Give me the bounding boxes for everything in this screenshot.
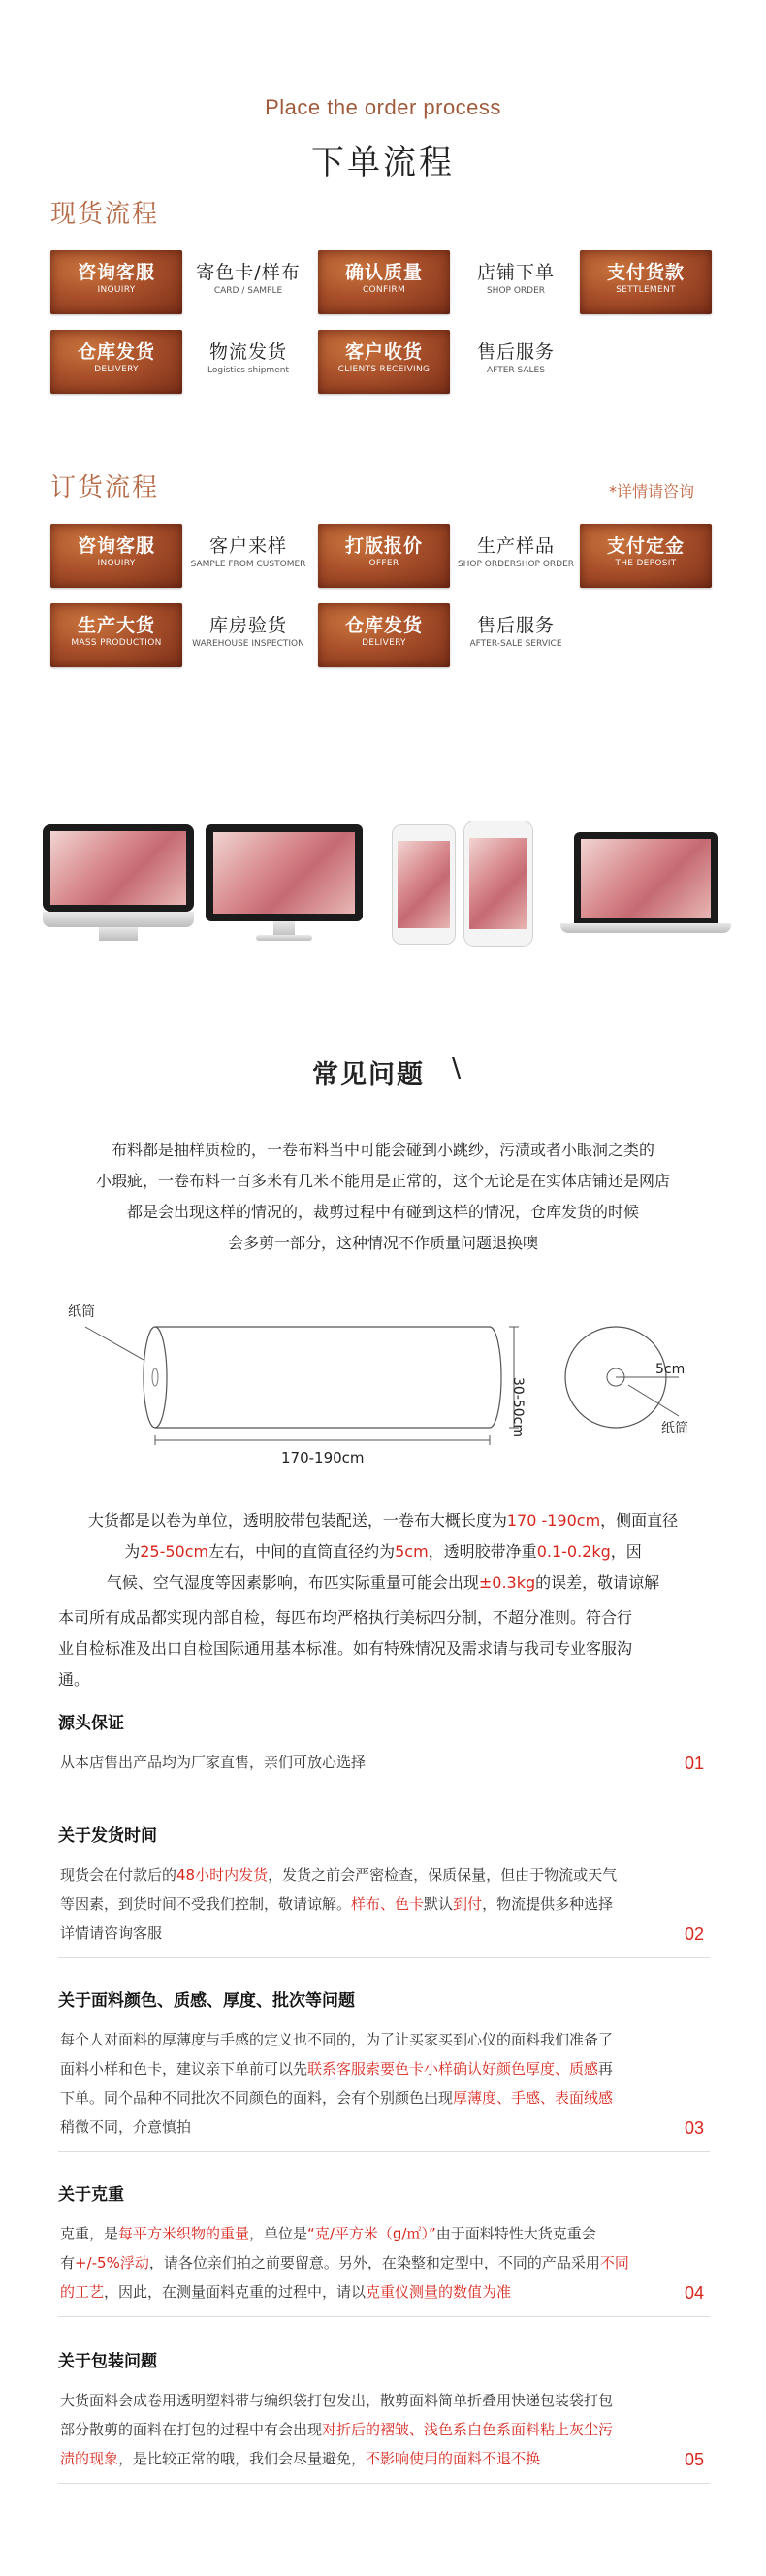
intro-line: 会多剪一部分，这种情况不作质量问题退换噢 bbox=[227, 1234, 538, 1252]
monitor-base bbox=[256, 935, 312, 941]
faq-item-line bbox=[60, 1748, 671, 1777]
intro-line: 都是会出现这样的情况的，裁剪过程中有碰到这样的情况，仓库发货的时候 bbox=[126, 1203, 639, 1221]
spot-r2-step-1-button bbox=[50, 330, 182, 394]
spot-r1-step-3-button bbox=[318, 250, 450, 314]
step-sublabel: Logistics shipment bbox=[207, 366, 289, 375]
intro-line: 布料都是抽样质检的，一卷布料当中可能会碰到小跳纱，污渍或者小眼洞之类的 bbox=[111, 1141, 654, 1159]
body-text: 每个人对面料的厚薄度与手感的定义也不同的，为了让买家买到心仪的面料我们准备了 bbox=[60, 2031, 614, 2048]
faq-item-line bbox=[60, 2083, 671, 2112]
faq-item-line bbox=[60, 2386, 671, 2415]
step-sublabel: OFFER bbox=[368, 559, 399, 568]
custom-r1-step-3-button bbox=[318, 524, 450, 588]
spec-text: ，侧面直径 bbox=[600, 1511, 679, 1530]
roll-diagram bbox=[58, 1300, 727, 1474]
custom-section-title: 订货流程 bbox=[50, 473, 160, 502]
body-text: 大货面料会成卷用透明塑料带与编织袋打包发出，散剪面料简单折叠用快递包装袋打包 bbox=[60, 2392, 614, 2409]
faq-item-title: 关于克重 bbox=[58, 2185, 124, 2205]
faq-item-title: 关于发货时间 bbox=[58, 1826, 157, 1846]
phone-2-screen bbox=[469, 838, 527, 929]
body-text: 默认 bbox=[424, 1895, 454, 1913]
spot-r1-step-2-text bbox=[185, 260, 311, 297]
title-en: Place the order process bbox=[265, 95, 501, 119]
laptop-lid bbox=[574, 832, 718, 923]
step-label: 生产样品 bbox=[476, 535, 555, 557]
custom-r1-step-5-button bbox=[580, 524, 712, 588]
spec-text: 的误差，敬请谅解 bbox=[535, 1573, 660, 1592]
faq-item-line bbox=[60, 2054, 671, 2083]
faq-item-number: 04 bbox=[685, 2283, 705, 2302]
spec-text: 左右，中间的直筒直径约为 bbox=[208, 1542, 396, 1561]
core-diameter-label: 5cm bbox=[655, 1362, 686, 1377]
faq-item-body bbox=[60, 1748, 671, 1777]
spec-value: 5cm bbox=[395, 1542, 429, 1561]
faq-item-line bbox=[60, 1889, 671, 1918]
device-imac bbox=[43, 824, 194, 941]
spot-r2-step-4-text bbox=[453, 339, 579, 376]
step-label: 仓库发货 bbox=[77, 341, 155, 363]
inspection-line: 本司所有成品都实现内部自检，每匹布均严格执行美标四分制，不超分准则。符合行 bbox=[58, 1608, 633, 1626]
step-label: 打版报价 bbox=[344, 535, 423, 557]
step-sublabel: CARD / SAMPLE bbox=[213, 286, 283, 296]
spec-text: 大货都是以卷为单位，透明胶带包装配送，一卷布大概长度为 bbox=[87, 1511, 507, 1530]
intro-line: 小瑕疵，一卷布料一百多米有几米不能用是正常的，这个无论是在实体店铺还是网店 bbox=[95, 1172, 670, 1190]
spot-r1-step-4-text bbox=[453, 260, 579, 297]
body-text: 下单。同个品种不同批次不同颜色的面料，会有个别颜色出现 bbox=[60, 2089, 454, 2107]
step-label: 寄色卡/样布 bbox=[196, 262, 301, 283]
highlight-text: 到付 bbox=[453, 1895, 483, 1913]
step-label: 咨询客服 bbox=[77, 535, 155, 557]
body-text: ，单位是 bbox=[249, 2225, 308, 2242]
custom-r2-step-3-button bbox=[318, 603, 450, 667]
highlight-text: 渍的现象 bbox=[60, 2450, 119, 2467]
imac-bezel bbox=[43, 824, 194, 912]
faq-item-title: 源头保证 bbox=[58, 1714, 124, 1733]
step-sublabel: SHOP ORDER bbox=[486, 286, 546, 296]
length-label: 170-190cm bbox=[281, 1449, 365, 1466]
body-text: 部分散剪的面料在打包的过程中有会出现 bbox=[60, 2421, 323, 2438]
spot-r1-step-1-button bbox=[50, 250, 182, 314]
spot-r2-step-3-button bbox=[318, 330, 450, 394]
diameter-label: 30-50cm bbox=[510, 1377, 526, 1438]
faq-item-line bbox=[60, 2248, 671, 2277]
step-sublabel: CLIENTS RECEIVING bbox=[337, 365, 431, 374]
spot-r1-step-5-button bbox=[580, 250, 712, 314]
spec-text: ，透明胶带净重 bbox=[428, 1542, 537, 1561]
laptop-screen bbox=[581, 839, 711, 918]
inspection-paragraph bbox=[58, 1602, 718, 1695]
body-text: 从本店售出产品均为厂家直售，亲们可放心选择 bbox=[60, 1754, 367, 1771]
faq-item-number: 03 bbox=[685, 2118, 705, 2138]
spec-value: 0.1-0.2kg bbox=[536, 1542, 611, 1561]
step-sublabel: INQUIRY bbox=[97, 285, 136, 295]
custom-r1-step-4-text bbox=[453, 533, 579, 570]
body-text: 由于面料特性大货克重会 bbox=[435, 2225, 596, 2242]
step-sublabel: MASS PRODUCTION bbox=[71, 638, 162, 648]
faq-item-body bbox=[60, 2025, 671, 2141]
highlight-text: 克重仪测量的数值为准 bbox=[366, 2283, 512, 2301]
custom-r2-step-1-button bbox=[50, 603, 182, 667]
body-text: 等因素，到货时间不受我们控制，敬请谅解。 bbox=[60, 1895, 352, 1913]
roll-side-view bbox=[85, 1327, 519, 1445]
body-text: 有 bbox=[60, 2254, 76, 2271]
step-label: 售后服务 bbox=[476, 341, 555, 363]
body-text: 稍微不同，介意慎拍 bbox=[60, 2118, 192, 2136]
spec-value: ±0.3kg bbox=[478, 1573, 536, 1592]
spec-paragraph bbox=[29, 1505, 737, 1598]
step-label: 咨询客服 bbox=[77, 262, 155, 283]
highlight-text: “克/平方米（g/㎡）” bbox=[307, 2225, 436, 2242]
highlight-text: 不同 bbox=[599, 2254, 629, 2271]
device-phone-1 bbox=[392, 824, 456, 945]
faq-intro bbox=[29, 1135, 737, 1259]
faq-item-line bbox=[60, 2277, 671, 2306]
body-text: 再 bbox=[598, 2060, 614, 2077]
highlight-text: 不影响使用的面料不退不换 bbox=[366, 2450, 541, 2467]
faq-title-slash: \ bbox=[452, 1051, 462, 1083]
body-text: ，因此，在测量面料克重的过程中，请以 bbox=[104, 2283, 367, 2301]
faq-item-number: 05 bbox=[685, 2450, 705, 2469]
step-label: 客户来样 bbox=[208, 535, 287, 557]
faq-item-line bbox=[60, 2219, 671, 2248]
monitor-screen bbox=[213, 832, 355, 914]
custom-r2-step-2-text bbox=[185, 613, 311, 650]
custom-r2-step-4-text bbox=[453, 613, 579, 650]
step-sublabel: SETTLEMENT bbox=[616, 285, 676, 295]
step-sublabel: AFTER SALES bbox=[487, 366, 545, 375]
highlight-text: 的工艺 bbox=[60, 2283, 105, 2301]
faq-item-line bbox=[60, 2112, 671, 2141]
faq-item-divider bbox=[58, 2483, 710, 2484]
custom-note: *详情请咨询 bbox=[609, 482, 695, 500]
device-phone-2 bbox=[463, 821, 533, 947]
roll-end-view bbox=[565, 1327, 679, 1428]
device-laptop bbox=[560, 832, 731, 939]
faq-item-title: 关于面料颜色、质感、厚度、批次等问题 bbox=[58, 1991, 355, 2011]
faq-title: 常见问题 bbox=[312, 1060, 425, 1090]
highlight-text: 每平方米织物的重量 bbox=[118, 2225, 250, 2242]
title-cn: 下单流程 bbox=[311, 144, 455, 182]
body-text: 克重，是 bbox=[60, 2225, 119, 2242]
step-sublabel: DELIVERY bbox=[362, 638, 406, 648]
body-text: ，物流提供多种选择 bbox=[482, 1895, 614, 1913]
faq-item-body bbox=[60, 1860, 671, 1948]
faq-item-line bbox=[60, 2444, 671, 2473]
highlight-text: 48小时内发货 bbox=[176, 1866, 269, 1884]
imac-stand bbox=[99, 927, 138, 941]
faq-item-line bbox=[60, 2025, 671, 2054]
step-label: 支付货款 bbox=[606, 262, 685, 283]
step-label: 物流发货 bbox=[208, 341, 287, 363]
imac-screen bbox=[50, 831, 186, 905]
spec-line bbox=[29, 1536, 737, 1567]
step-sublabel: SHOP ORDERSHOP ORDER bbox=[457, 560, 575, 569]
spot-section-title: 现货流程 bbox=[50, 200, 160, 229]
step-label: 确认质量 bbox=[344, 262, 423, 283]
step-sublabel: DELIVERY bbox=[94, 365, 139, 374]
step-label: 生产大货 bbox=[77, 615, 155, 636]
spec-value: 170 -190cm bbox=[506, 1511, 601, 1530]
step-label: 库房验货 bbox=[208, 615, 287, 636]
faq-item-line bbox=[60, 2415, 671, 2444]
step-sublabel: THE DEPOSIT bbox=[615, 559, 677, 568]
spec-value: 25-50cm bbox=[140, 1542, 209, 1561]
body-text: 现货会在付款后的 bbox=[60, 1866, 177, 1884]
body-text: 详情请咨询客服 bbox=[60, 1924, 163, 1942]
faq-item-divider bbox=[58, 2316, 710, 2317]
body-text: ，是比较正常的哦，我们会尽量避免， bbox=[118, 2450, 367, 2467]
step-sublabel: SAMPLE FROM CUSTOMER bbox=[190, 560, 306, 569]
device-monitor bbox=[206, 824, 363, 945]
spec-text: 气候、空气湿度等因素影响，布匹实际重量可能会出现 bbox=[106, 1573, 479, 1592]
highlight-text: 厚薄度、手感、表面绒感 bbox=[453, 2089, 614, 2107]
faq-item-number: 01 bbox=[685, 1754, 705, 1773]
body-text: ，发货之前会严密检查，保质保量，但由于物流或天气 bbox=[268, 1866, 618, 1884]
inspection-line: 通。 bbox=[58, 1670, 90, 1689]
faq-item-number: 02 bbox=[685, 1924, 705, 1944]
faq-item-divider bbox=[58, 2151, 710, 2152]
imac-chin bbox=[43, 912, 194, 927]
step-label: 店铺下单 bbox=[476, 262, 555, 283]
faq-item-line bbox=[60, 1860, 671, 1889]
laptop-base bbox=[560, 923, 731, 933]
faq-item-divider bbox=[58, 1957, 710, 1958]
faq-item-body bbox=[60, 2386, 671, 2473]
highlight-text: 样布、色卡 bbox=[351, 1895, 425, 1913]
step-label: 支付定金 bbox=[606, 535, 685, 557]
step-sublabel: AFTER-SALE SERVICE bbox=[469, 639, 562, 649]
step-sublabel: INQUIRY bbox=[97, 559, 136, 568]
step-sublabel: CONFIRM bbox=[362, 285, 406, 295]
highlight-text: 联系客服索要色卡小样确认好颜色厚度、质感 bbox=[307, 2060, 599, 2077]
spec-line bbox=[29, 1567, 737, 1598]
faq-item-body bbox=[60, 2219, 671, 2306]
spec-text: ，因 bbox=[610, 1542, 642, 1561]
body-text: ，请各位亲们拍之前要留意。另外，在染整和定型中，不同的产品采用 bbox=[148, 2254, 600, 2271]
custom-r1-step-2-text bbox=[185, 533, 311, 570]
monitor-bezel bbox=[206, 824, 363, 921]
paper-tube-label-right: 纸筒 bbox=[661, 1421, 688, 1436]
body-text: 面料小样和色卡，建议亲下单前可以先 bbox=[60, 2060, 308, 2077]
spec-text: 为 bbox=[124, 1542, 141, 1561]
paper-tube-label-left: 纸筒 bbox=[68, 1304, 95, 1320]
phone-1-screen bbox=[398, 841, 450, 928]
spec-line bbox=[29, 1505, 737, 1536]
highlight-text: 对折后的褶皱、浅色系白色系面料粘上灰尘污 bbox=[322, 2421, 614, 2438]
highlight-text: +/-5%浮动 bbox=[75, 2254, 149, 2271]
faq-item-line bbox=[60, 1918, 671, 1948]
step-label: 仓库发货 bbox=[344, 615, 423, 636]
step-sublabel: WAREHOUSE INSPECTION bbox=[192, 639, 304, 649]
step-label: 客户收货 bbox=[344, 341, 423, 363]
step-label: 售后服务 bbox=[476, 615, 555, 636]
custom-r1-step-1-button bbox=[50, 524, 182, 588]
inspection-line: 业自检标准及出口自检国际通用基本标准。如有特殊情况及需求请与我司专业客服沟 bbox=[58, 1639, 633, 1658]
spot-r2-step-2-text bbox=[185, 339, 311, 376]
faq-item-title: 关于包装问题 bbox=[58, 2352, 157, 2371]
